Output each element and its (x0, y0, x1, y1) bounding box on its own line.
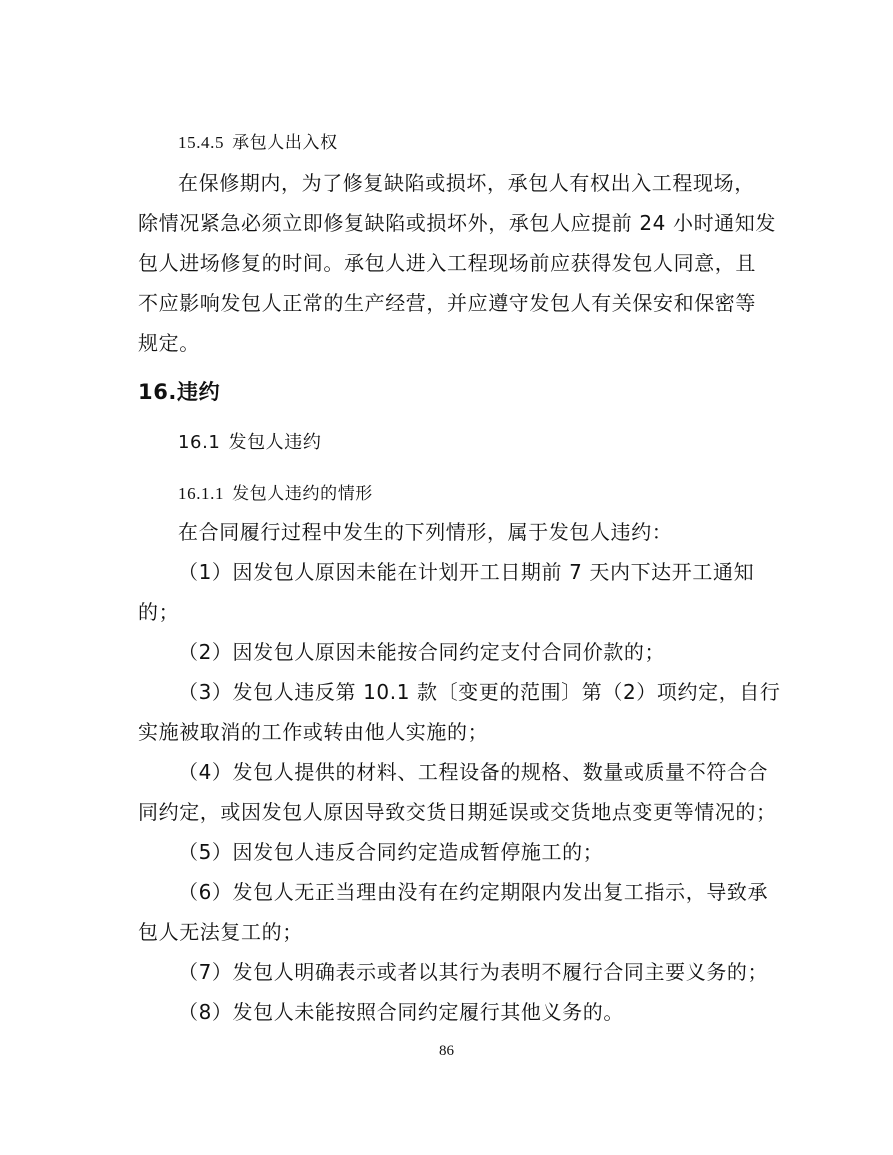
list-item: （6）发包人无正当理由没有在约定期限内发出复工指示，导致承 (178, 880, 769, 904)
section-title: 承包人出入权 (232, 133, 338, 153)
list-item: （8）发包人未能按照合同约定履行其他义务的。 (178, 1000, 624, 1024)
list-item: （5）因发包人违反合同约定造成暂停施工的； (178, 840, 604, 864)
list-item: （3）发包人违反第 10.1 款〔变更的范围〕第（2）项约定，自行 (178, 680, 781, 704)
list-item: （1）因发包人原因未能在计划开工日期前 7 天内下达开工通知 (178, 560, 755, 584)
list-item: （4）发包人提供的材料、工程设备的规格、数量或质量不符合合 (178, 760, 769, 784)
paragraph-line: 在保修期内，为了修复缺陷或损坏，承包人有权出入工程现场， (178, 171, 755, 195)
page-number: 86 (439, 1043, 454, 1059)
list-item-continuation: 的； (138, 600, 180, 624)
list-item: （2）因发包人原因未能按合同约定支付合同价款的； (178, 640, 666, 664)
section-number: 16.1 (178, 432, 221, 453)
section-title: 发包人违约的情形 (232, 484, 373, 504)
list-item-continuation: 同约定，或因发包人原因导致交货日期延误或交货地点变更等情况的； (138, 800, 777, 824)
section-title: 发包人违约 (228, 432, 322, 453)
list-item: （7）发包人明确表示或者以其行为表明不履行合同主要义务的； (178, 960, 769, 984)
section-number: 15.4.5 (178, 133, 225, 152)
section-16-1-1-heading (178, 479, 373, 509)
list-item-continuation: 包人无法复工的； (138, 920, 303, 944)
section-16-1-heading (178, 428, 321, 458)
paragraph-line: 在合同履行过程中发生的下列情形，属于发包人违约： (178, 520, 673, 544)
section-16-heading: 16.违约 (138, 380, 221, 404)
paragraph-line: 规定。 (138, 331, 200, 355)
paragraph-line: 包人进场修复的时间。承包人进入工程现场前应获得发包人同意，且 (138, 251, 756, 275)
section-15-4-5-heading (178, 128, 338, 158)
paragraph-line: 除情况紧急必须立即修复缺陷或损坏外，承包人应提前 24 小时通知发 (138, 211, 776, 235)
paragraph-line: 不应影响发包人正常的生产经营，并应遵守发包人有关保安和保密等 (138, 291, 756, 315)
list-item-continuation: 实施被取消的工作或转由他人实施的； (138, 720, 489, 744)
section-number: 16.1.1 (178, 484, 225, 503)
